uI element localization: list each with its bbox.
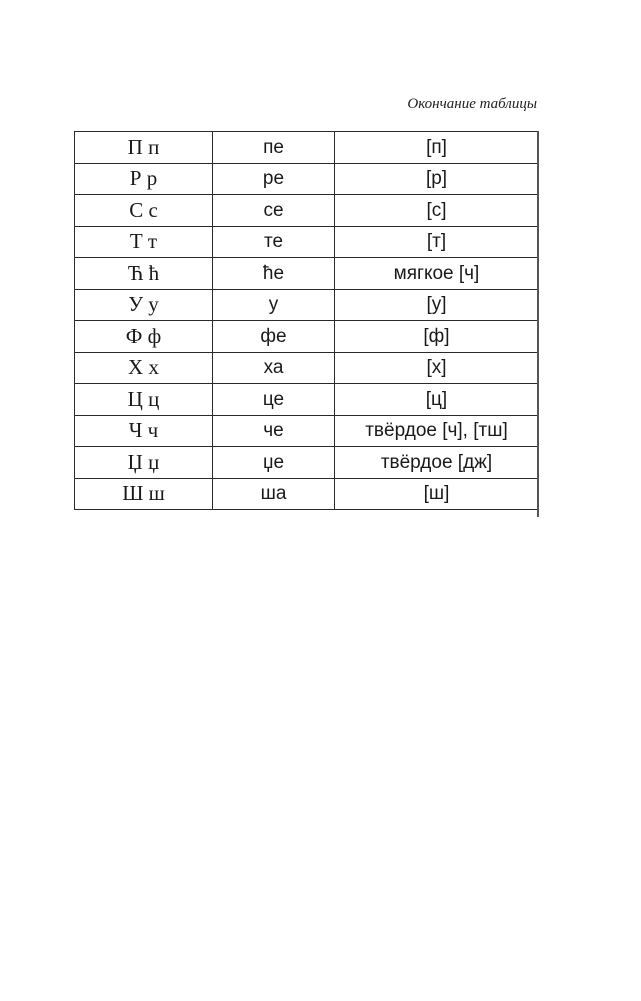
letter-name-cell: ће	[213, 258, 335, 290]
table-row	[75, 415, 539, 447]
letter-name-cell: це	[213, 384, 335, 416]
table-row	[75, 478, 539, 510]
letter-name-cell: ре	[213, 163, 335, 195]
sound-cell: [т]	[335, 226, 539, 258]
sound-cell: твёрдое [дж]	[335, 447, 539, 479]
letter-cell: Ф ф	[75, 321, 213, 353]
letter-name-cell: че	[213, 415, 335, 447]
letter-cell: Ч ч	[75, 415, 213, 447]
letter-name-cell: у	[213, 289, 335, 321]
sound-cell: твёрдое [ч], [тш]	[335, 415, 539, 447]
table-row	[75, 447, 539, 479]
table-continuation-caption: Окончание таблицы	[407, 96, 537, 112]
letter-name-cell: те	[213, 226, 335, 258]
table-row	[75, 258, 539, 290]
sound-cell: [с]	[335, 195, 539, 227]
letter-name-cell: фе	[213, 321, 335, 353]
sound-cell: [у]	[335, 289, 539, 321]
letter-name-cell: ша	[213, 478, 335, 510]
sound-cell: [п]	[335, 132, 539, 164]
sound-cell: [ц]	[335, 384, 539, 416]
table-row	[75, 195, 539, 227]
sound-cell: [х]	[335, 352, 539, 384]
table-row	[75, 321, 539, 353]
letter-cell: П п	[75, 132, 213, 164]
letter-cell: Т т	[75, 226, 213, 258]
letter-cell: У у	[75, 289, 213, 321]
table-row	[75, 226, 539, 258]
letter-cell: Х х	[75, 352, 213, 384]
table-edge-shadow	[537, 131, 539, 517]
sound-cell: [р]	[335, 163, 539, 195]
letter-name-cell: пе	[213, 132, 335, 164]
letter-cell: Џ џ	[75, 447, 213, 479]
letter-cell: Ћ ћ	[75, 258, 213, 290]
letter-cell: Ц ц	[75, 384, 213, 416]
table-row	[75, 352, 539, 384]
letter-name-cell: се	[213, 195, 335, 227]
letter-name-cell: ха	[213, 352, 335, 384]
table-row	[75, 132, 539, 164]
sound-cell: [ф]	[335, 321, 539, 353]
table-row	[75, 163, 539, 195]
letter-cell: Ш ш	[75, 478, 213, 510]
letter-cell: Р р	[75, 163, 213, 195]
sound-cell: [ш]	[335, 478, 539, 510]
table-row	[75, 289, 539, 321]
sound-cell: мягкое [ч]	[335, 258, 539, 290]
letter-name-cell: џе	[213, 447, 335, 479]
letter-cell: С с	[75, 195, 213, 227]
alphabet-table	[74, 131, 539, 510]
table-row	[75, 384, 539, 416]
